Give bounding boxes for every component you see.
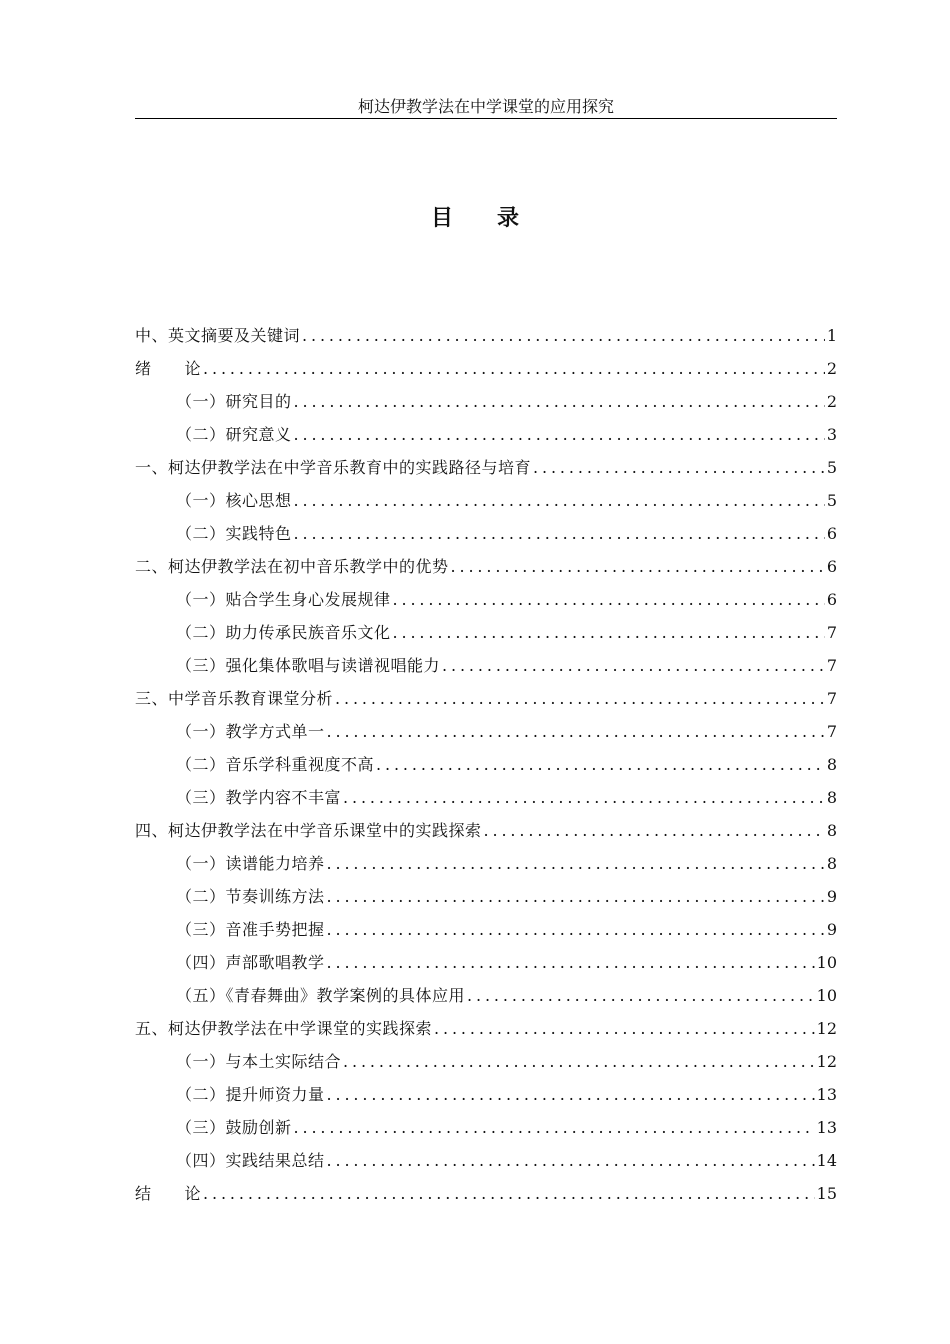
toc-entry-page-number: 2 <box>826 359 837 378</box>
toc-dot-leader <box>376 749 825 781</box>
toc-entry-title: （一）与本土实际结合 <box>176 1052 342 1071</box>
toc-entry-title: （一）贴合学生身心发展规律 <box>176 590 391 609</box>
toc-dot-leader <box>327 914 825 946</box>
toc-entry-page-number: 8 <box>826 788 837 807</box>
toc-dot-leader <box>327 947 815 979</box>
toc-entry-page-number: 14 <box>816 1151 837 1170</box>
toc-dot-leader <box>393 584 825 616</box>
toc-entry[interactable] <box>135 452 837 484</box>
running-header: 柯达伊教学法在中学课堂的应用探究 <box>357 97 614 116</box>
toc-entry[interactable] <box>176 980 837 1012</box>
toc-entry[interactable] <box>176 518 837 550</box>
toc-dot-leader <box>294 1112 815 1144</box>
toc-entry-title: 二、柯达伊教学法在初中音乐教学中的优势 <box>135 557 449 576</box>
toc-entry[interactable] <box>176 617 837 649</box>
toc-entry-title: （四）实践结果总结 <box>176 1151 325 1170</box>
toc-entry-page-number: 9 <box>826 887 837 906</box>
toc-entry-title: 四、柯达伊教学法在中学音乐课堂中的实践探索 <box>135 821 482 840</box>
toc-entry-page-number: 15 <box>816 1184 837 1203</box>
toc-dot-leader <box>327 1079 815 1111</box>
toc-heading-char-1: 目 <box>430 205 453 231</box>
toc-entry-title: （三）鼓励创新 <box>176 1118 292 1137</box>
toc-entry-page-number: 7 <box>826 623 837 642</box>
toc-dot-leader <box>484 815 825 847</box>
toc-entry[interactable] <box>176 386 837 418</box>
toc-dot-leader <box>294 386 825 418</box>
toc-heading <box>0 202 950 234</box>
toc-entry[interactable] <box>176 881 837 913</box>
toc-entry-page-number: 8 <box>826 821 837 840</box>
toc-entry-title: （一）核心思想 <box>176 491 292 510</box>
toc-entry-title: （一）教学方式单一 <box>176 722 325 741</box>
toc-entry-title: （五）《青春舞曲》教学案例的具体应用 <box>176 986 466 1005</box>
toc-entry-page-number: 7 <box>826 722 837 741</box>
toc-entry-page-number: 8 <box>826 854 837 873</box>
toc-entry-page-number: 6 <box>826 590 837 609</box>
toc-entry-page-number: 6 <box>826 557 837 576</box>
toc-entry-title: （二）节奏训练方法 <box>176 887 325 906</box>
toc-entry-title: （一）读谱能力培养 <box>176 854 325 873</box>
toc-dot-leader <box>327 716 825 748</box>
toc-dot-leader <box>327 1145 815 1177</box>
toc-entry-title: （三）强化集体歌唱与读谱视唱能力 <box>176 656 441 675</box>
toc-entry[interactable] <box>135 320 837 352</box>
toc-entry[interactable] <box>135 1013 837 1045</box>
toc-entry[interactable] <box>135 353 837 385</box>
toc-dot-leader <box>335 683 825 715</box>
toc-entry-page-number: 1 <box>826 326 837 345</box>
toc-entry-page-number: 10 <box>816 953 837 972</box>
toc-entry[interactable] <box>176 1046 837 1078</box>
toc-entry[interactable] <box>176 584 837 616</box>
toc-entry-title: （三）教学内容不丰富 <box>176 788 342 807</box>
toc-dot-leader <box>327 848 825 880</box>
toc-entry-title: 五、柯达伊教学法在中学课堂的实践探索 <box>135 1019 433 1038</box>
toc-dot-leader <box>533 452 825 484</box>
toc-entry[interactable] <box>176 914 837 946</box>
toc-entry-title: 绪 论 <box>135 359 202 378</box>
toc-dot-leader <box>343 1046 815 1078</box>
toc-entry-page-number: 13 <box>816 1118 837 1137</box>
toc-entry[interactable] <box>176 716 837 748</box>
toc-entry-title: 一、柯达伊教学法在中学音乐教育中的实践路径与培育 <box>135 458 532 477</box>
toc-entry-page-number: 5 <box>826 458 837 477</box>
toc-dot-leader <box>294 518 825 550</box>
toc-dot-leader <box>294 485 825 517</box>
toc-entry-page-number: 8 <box>826 755 837 774</box>
toc-entry[interactable] <box>135 815 837 847</box>
toc-entry-page-number: 7 <box>826 689 837 708</box>
toc-entry-page-number: 2 <box>826 392 837 411</box>
toc-entry-page-number: 10 <box>816 986 837 1005</box>
toc-entry-title: （四）声部歌唱教学 <box>176 953 325 972</box>
toc-entry-title: 中、英文摘要及关键词 <box>135 326 301 345</box>
toc-entry-page-number: 13 <box>816 1085 837 1104</box>
toc-heading-char-2: 录 <box>497 205 520 231</box>
toc-entry[interactable] <box>176 1112 837 1144</box>
toc-entry-title: （二）实践特色 <box>176 524 292 543</box>
toc-entry-page-number: 6 <box>826 524 837 543</box>
toc-entry[interactable] <box>135 683 837 715</box>
toc-dot-leader <box>434 1013 815 1045</box>
toc-entry-page-number: 3 <box>826 425 837 444</box>
toc-entry-page-number: 7 <box>826 656 837 675</box>
toc-dot-leader <box>294 419 825 451</box>
toc-dot-leader <box>203 1178 815 1210</box>
toc-entry-title: （二）研究意义 <box>176 425 292 444</box>
toc-entry[interactable] <box>176 419 837 451</box>
toc-entry-title: （一）研究目的 <box>176 392 292 411</box>
toc-dot-leader <box>442 650 825 682</box>
toc-dot-leader <box>302 320 825 352</box>
toc-entry-title: 三、中学音乐教育课堂分析 <box>135 689 334 708</box>
toc-entry-page-number: 9 <box>826 920 837 939</box>
header-rule <box>135 118 837 119</box>
toc-entry-page-number: 12 <box>816 1052 837 1071</box>
toc-entry-page-number: 12 <box>816 1019 837 1038</box>
toc-entry[interactable] <box>176 650 837 682</box>
toc-entry-title: （三）音准手势把握 <box>176 920 325 939</box>
toc-entry[interactable] <box>176 1079 837 1111</box>
toc-dot-leader <box>467 980 815 1012</box>
toc-entry[interactable] <box>176 1145 837 1177</box>
toc-entry-page-number: 5 <box>826 491 837 510</box>
toc-entry[interactable] <box>176 848 837 880</box>
toc-entry-title: 结 论 <box>135 1184 202 1203</box>
toc-entry[interactable] <box>135 1178 837 1210</box>
toc-entry-title: （二）提升师资力量 <box>176 1085 325 1104</box>
toc-entry-title: （二）助力传承民族音乐文化 <box>176 623 391 642</box>
toc-entry-title: （二）音乐学科重视度不高 <box>176 755 375 774</box>
toc-entry[interactable] <box>135 551 837 583</box>
toc-dot-leader <box>343 782 825 814</box>
toc-entry[interactable] <box>176 782 837 814</box>
toc-entry[interactable] <box>176 749 837 781</box>
toc-entry[interactable] <box>176 947 837 979</box>
toc-dot-leader <box>203 353 825 385</box>
toc-dot-leader <box>451 551 825 583</box>
toc-dot-leader <box>393 617 825 649</box>
toc-dot-leader <box>327 881 825 913</box>
toc-entry[interactable] <box>176 485 837 517</box>
